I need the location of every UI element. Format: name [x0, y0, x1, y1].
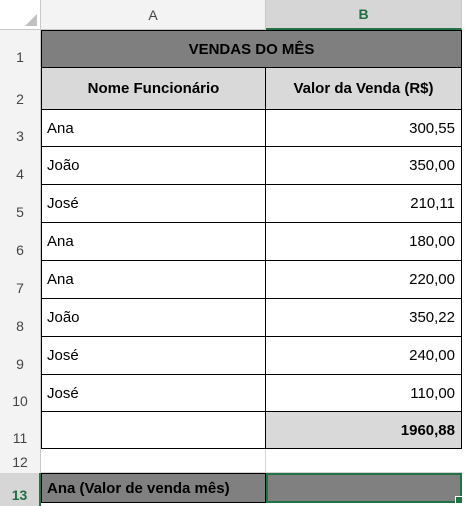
- row-header-3[interactable]: 3: [0, 110, 41, 147]
- fill-handle[interactable]: [455, 496, 463, 504]
- total-value-cell[interactable]: 1960,88: [266, 412, 462, 449]
- row-header-7[interactable]: 7: [0, 261, 41, 299]
- row-header-10[interactable]: 10: [0, 375, 41, 412]
- value-cell[interactable]: 300,55: [266, 110, 462, 147]
- name-cell[interactable]: José: [41, 185, 266, 223]
- row-header-12[interactable]: 12: [0, 449, 41, 473]
- row-header-8[interactable]: 8: [0, 299, 41, 337]
- select-all-triangle-icon: [25, 14, 37, 26]
- title-cell[interactable]: VENDAS DO MÊS: [41, 30, 462, 68]
- value-cell[interactable]: 110,00: [266, 375, 462, 412]
- row-header-4[interactable]: 4: [0, 147, 41, 185]
- value-cell[interactable]: 210,11: [266, 185, 462, 223]
- name-cell[interactable]: Ana: [41, 110, 266, 147]
- name-cell[interactable]: João: [41, 299, 266, 337]
- header-name-cell[interactable]: Nome Funcionário: [41, 68, 266, 110]
- value-cell[interactable]: 240,00: [266, 337, 462, 375]
- select-all-corner[interactable]: [0, 0, 41, 30]
- name-cell[interactable]: José: [41, 375, 266, 412]
- value-cell[interactable]: 180,00: [266, 223, 462, 261]
- row-header-2[interactable]: 2: [0, 68, 41, 110]
- row-header-13[interactable]: 13: [0, 473, 41, 506]
- row-header-1[interactable]: 1: [0, 30, 41, 68]
- header-value-cell[interactable]: Valor da Venda (R$): [266, 68, 462, 110]
- summary-label-cell[interactable]: Ana (Valor de venda mês): [41, 473, 266, 503]
- row-header-6[interactable]: 6: [0, 223, 41, 261]
- name-cell[interactable]: Ana: [41, 223, 266, 261]
- name-cell[interactable]: Ana: [41, 261, 266, 299]
- column-header-b[interactable]: B: [266, 0, 462, 30]
- value-cell[interactable]: 220,00: [266, 261, 462, 299]
- gridline: [265, 449, 266, 473]
- name-cell[interactable]: José: [41, 337, 266, 375]
- row-header-5[interactable]: 5: [0, 185, 41, 223]
- value-cell[interactable]: 350,00: [266, 147, 462, 185]
- name-cell[interactable]: João: [41, 147, 266, 185]
- total-label-cell[interactable]: [41, 412, 266, 449]
- value-cell[interactable]: 350,22: [266, 299, 462, 337]
- row-header-11[interactable]: 11: [0, 412, 41, 449]
- summary-value-cell[interactable]: [266, 473, 462, 503]
- row-header-9[interactable]: 9: [0, 337, 41, 375]
- column-header-a[interactable]: A: [41, 0, 266, 30]
